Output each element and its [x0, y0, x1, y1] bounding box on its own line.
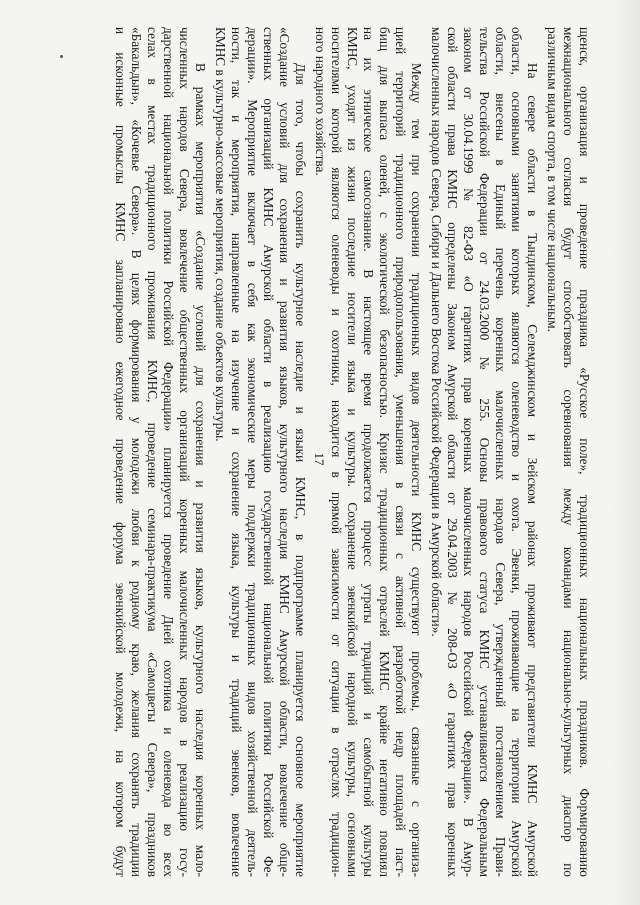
- text-line: дарственной национальной политики Российской Федерации» планируется проведение Дней охотника и оленевода во всех: [161, 27, 176, 877]
- text-line: области, внесены в Единый перечень коренных малочисленных народов Севера, утвержденный постановлением Прави-: [493, 27, 508, 877]
- text-line: законом от 30.04.1999 № 82-ФЗ «О гарантиях прав коренных малочисленных народов Российской Федерации». В Амур-: [461, 27, 476, 877]
- text-line: ного народного хозяйства.: [313, 27, 328, 176]
- text-line: области, основными занятиями которых являются оленеводство и охота. Эвенки, проживающие на территории Амурской: [509, 27, 524, 877]
- text-line: ности, так и мероприятия, направленные на изучение и сохранение языка, культуры и традиций эвенков, вовлечение: [229, 27, 244, 877]
- text-line: дерации». Мероприятие включает в себя как экономические меры поддержки традиционных видов хозяйственной деятель-: [245, 27, 260, 877]
- text-line: «Создание условий для сохранения и развития языков, культурного наследия КМНС Амурской области, вовлечение обще-: [277, 27, 292, 877]
- text-line: бищ для выпаса оленей, с экологической безопасностью. Кризис традиционных отраслей КМНС крайне негативно повлиял: [377, 27, 392, 877]
- text-line: щенск, организация и проведение праздника «Русское поле», традиционных национальных праздников. Формированию: [577, 27, 592, 877]
- text-line: и исконные промыслы КМНС запланировано ежегодное проведение форума эвенкийской молодежи, на котором будут: [113, 27, 128, 877]
- text-line: Между тем при сохранении традиционных видов деятельности КМНС существуют проблемы, связанные с организа-: [409, 63, 424, 877]
- text-line: селах в местах традиционного проживания КМНС, проведение семинара-практикума «Самоцветы Севера», праздников: [145, 27, 160, 877]
- text-line: КМНС в культурно-массовые мероприятия, создание объектов культуры.: [213, 27, 228, 442]
- rotated-text-block: [82, 27, 602, 877]
- scan-edge-shadow: [612, 0, 640, 905]
- text-line: ственных организаций КМНС Амурской области в реализацию государственной национальной политики Российской Фе-: [261, 27, 276, 877]
- text-line: на их этническое самосознание. В настоящее время продолжается процесс утраты традиций и самобытной культуры: [361, 27, 376, 877]
- page-number: 17: [312, 452, 327, 466]
- text-line: В рамках мероприятия «Создание условий для сохранения и развития языков, культурного наследия коренных мало-: [193, 63, 208, 877]
- text-line: малочисленных народов Севера, Сибири и Дальнего Востока Российской Федерации в Амурской области».: [429, 27, 444, 637]
- text-line: Для того, чтобы сохранить культурное наследие и языки КМНС, в подпрограмме планируется основное мероприятие: [293, 63, 308, 877]
- text-line: численных народов Севера, вовлечение общественных организаций коренных малочисленных народов в реализацию госу-: [177, 27, 192, 877]
- text-line: межнационального согласия будут способствовать соревнования между командами национально-культурных диаспор по: [561, 27, 576, 877]
- text-line: различным видам спорта, в том числе национальным.: [545, 27, 560, 332]
- text-line: цией территорий традиционного природопользования, уменьшения в связи с активной разработкой недр площадей паст-: [393, 27, 408, 877]
- scan-speck: [60, 55, 63, 58]
- text-line: КМНС, уходят из жизни последние носители языка и культуры. Сохранение эвенкийской народной культуры, основными: [345, 27, 360, 877]
- text-line: носителями которой являются оленеводы и охотники, находится в прямой зависимости от ситуации в отраслях традицион-: [329, 27, 344, 877]
- text-line: На севере области в Тындинском, Селемджинском и Зейском районах проживают представители КМНС Амурской: [525, 63, 540, 877]
- text-line: «Бакальдын», «Кочевье Севера». В целях формирования у молодежи любви к родному краю, желания сохранять традиции: [129, 27, 144, 877]
- text-line: тельства Российской Федерации от 24.03.2000 № 255. Основы правового статуса КМНС устанавливаются Федеральным: [477, 27, 492, 877]
- text-line: ской области права КМНС определены Законом Амурской области от 29.04.2003 № 208-ОЗ «О гарантиях прав коренных: [445, 27, 460, 877]
